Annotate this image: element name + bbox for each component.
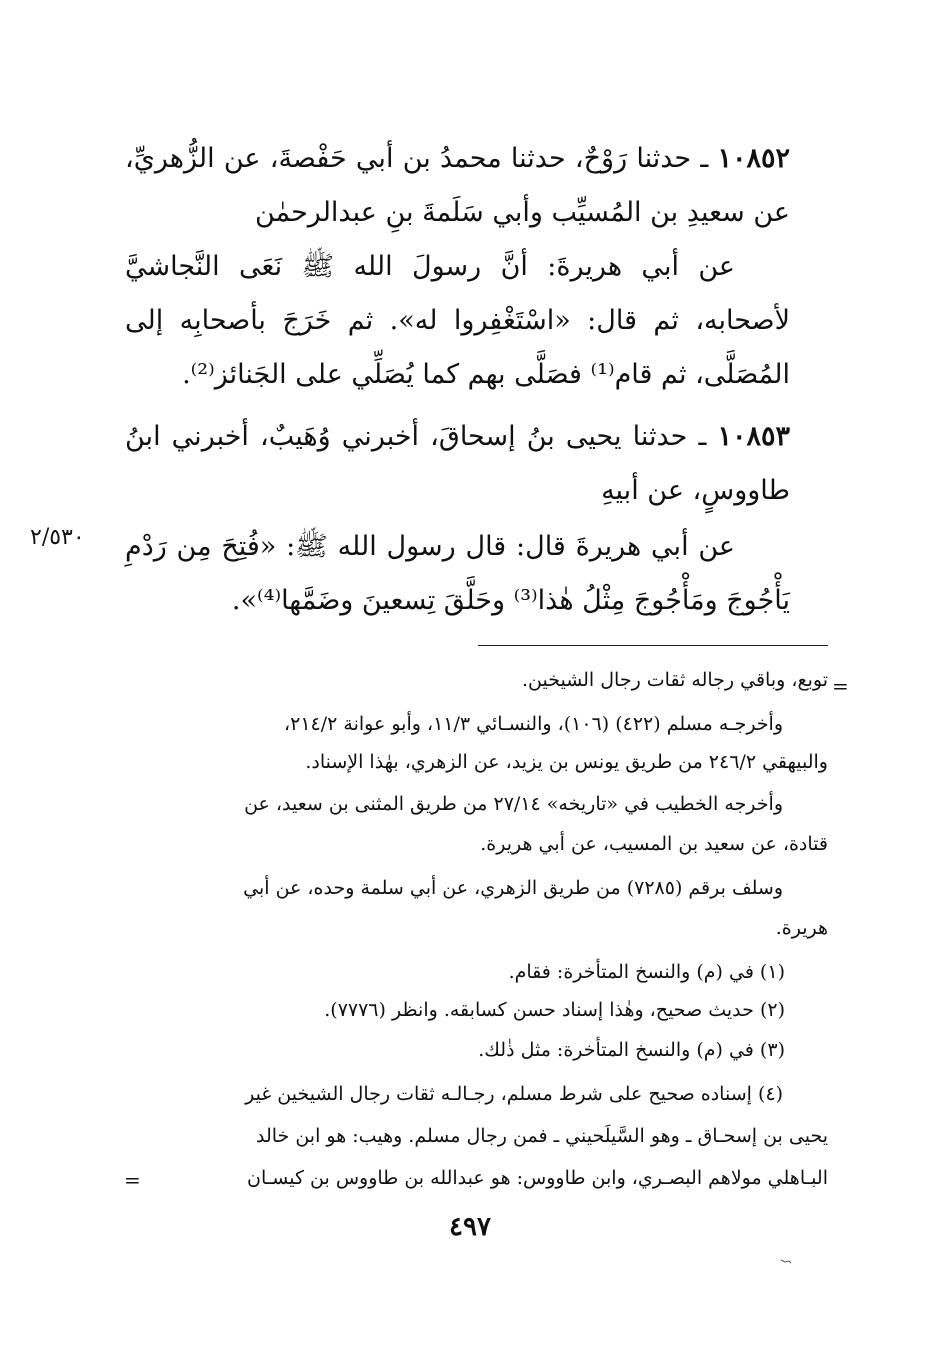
footnote-line: وسلف برقم (٧٢٨٥) من طريق الزهري، عن أبي سلمة وحده، عن أبي	[243, 877, 783, 899]
footnote-line: والبيهقي ٢٤٦/٢ من طريق يونس بن يزيد، عن الزهري، بهٰذا الإسناد.	[305, 751, 828, 773]
hadith-number: ١٠٨٥٢	[717, 143, 790, 174]
footnote-line: قتادة، عن سعيد بن المسيب، عن أبي هريرة.	[480, 833, 828, 855]
footnote-line: البـاهلي مولاهم البصـري، وابن طاووس: هو عبدالله بن طاووس بن كيسـان	[246, 1167, 828, 1189]
continuation-end-mark: =	[124, 1168, 141, 1192]
margin-reference: ٢/٥٣٠	[30, 525, 85, 550]
footnote-item-4: (٤) إسناده صحيح على شرط مسلم، رجـالـه ثقات رجال الشيخين غير	[245, 1083, 783, 1105]
footnote-separator	[478, 645, 828, 646]
hadith-isnad-10852	[125, 132, 790, 240]
footnote-line: وأخرجـه مسلم (٤٢٢) (١٠٦)، والنسـائي ١١/٣، وأبو عوانة ٢١٤/٢،	[283, 713, 783, 735]
footnote-item-2: (٢) حديث صحيح، وهٰذا إسناد حسن كسابقه. وانظر (٧٧٧٦).	[324, 999, 785, 1021]
footnote-line: وأخرجه الخطيب في «تاريخه» ٢٧/١٤ من طريق المثنى بن سعيد، عن	[244, 793, 783, 815]
hadith-number: ١٠٨٥٣	[717, 421, 790, 452]
footnote-line: يحيى بن إسحـاق ـ وهو السَّيلَحيني ـ فمن رجال مسلم. وهيب: هو ابن خالد	[256, 1125, 828, 1147]
footnote-line: توبع، وباقي رجاله ثقات رجال الشيخين.	[521, 669, 828, 691]
footnote-line: هريرة.	[775, 917, 828, 939]
hadith-matn-10853: عن أبي هريرةَ قال: قال رسول الله ﷺ: «فُتِحَ مِن رَدْمِ يَأْجُوجَ ومَأْجُوجَ مِثْلُ هٰذا⁽³⁾ وحَلَّقَ تِسعينَ وضَمَّها⁽⁴⁾».	[125, 531, 790, 616]
ink-speck	[780, 1258, 792, 1264]
footnote-item-1: (١) في (م) والنسخ المتأخرة: فقام.	[508, 961, 785, 983]
hadith-isnad-10853	[125, 410, 790, 518]
hadith-isnad-text: ـ حدثنا رَوْحٌ، حدثنا محمدُ بن أبي حَفْصةَ، عن الزُّهريِّ، عن سعيدِ بن المُسيِّب وأبي سَلَمةَ بنِ عبدالرحمٰن	[125, 143, 790, 228]
hadith-matn-10852: عن أبي هريرةَ: أنَّ رسولَ الله ﷺ نَعَى النَّجاشيَّ لأصحابه، ثم قال: «اسْتَغْفِروا له». ثم خَرَجَ بأصحابِه إلى المُصَلَّى، ثم قام⁽¹⁾ فصَلَّى بهم كما يُصَلِّي على الجَنائز⁽²⁾.	[125, 251, 790, 390]
page-number: ٤٩٧	[449, 1212, 491, 1242]
footnote-item-3: (٣) في (م) والنسخ المتأخرة: مثل ذٰلك.	[478, 1039, 785, 1061]
continuation-mark: =	[832, 674, 849, 698]
hadith-isnad-text: ـ حدثنا يحيى بنُ إسحاقَ، أخبرني وُهَيبٌ، أخبرني ابنُ طاووسٍ، عن أبيهِ	[125, 421, 790, 506]
